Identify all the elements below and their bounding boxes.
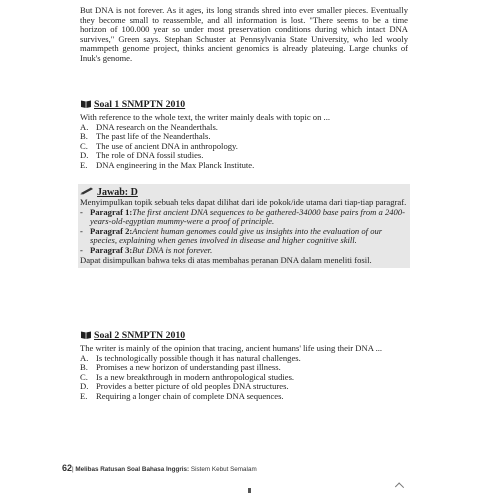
- option-text: The past life of the Neanderthals.: [96, 131, 211, 142]
- paragraph-label: Paragraf 3:: [90, 244, 133, 255]
- book-title: Melibas Ratusan Soal Bahasa Inggris:: [75, 466, 190, 473]
- option-letter: C.: [80, 140, 88, 151]
- option-letter: B.: [80, 362, 88, 373]
- page-number: 62: [62, 463, 73, 473]
- paragraph-text: The first ancient DNA sequences to be gathered-34000 base pairs from a 2400-years-old-egyptian mummy-were a proof of principle.: [90, 206, 405, 227]
- q2-section: [80, 344, 408, 402]
- option-letter: A.: [80, 352, 89, 363]
- paragraph-text: But DNA is not forever.: [132, 244, 213, 255]
- option-letter: D.: [80, 381, 89, 392]
- book-icon: [80, 330, 92, 342]
- q1-heading-text: Soal 1 SNMPTN 2010: [94, 99, 186, 110]
- paragraph-text: Ancient human genomes could give us insights into the evaluation of our species, explaining when genes involved in disease and higher cognitive skill.: [90, 225, 383, 246]
- option-letter: B.: [80, 131, 88, 142]
- scan-mark: [248, 488, 251, 493]
- q1-options: [80, 123, 408, 171]
- option-text: Requiring a longer chain of complete DNA sequences.: [96, 390, 284, 401]
- q2-heading-text: Soal 2 SNMPTN 2010: [94, 330, 186, 341]
- answer-paragraph-1: [80, 208, 408, 227]
- option-letter: D.: [80, 150, 89, 161]
- option-letter: C.: [80, 371, 88, 382]
- book-icon: [80, 99, 92, 111]
- option-letter: A.: [80, 121, 89, 132]
- q1-heading: [80, 99, 408, 111]
- option-text: DNA engineering in the Max Planck Institute.: [96, 159, 255, 170]
- answer-heading-text: Jawab: D: [97, 186, 138, 198]
- q1-question: With reference to the whole text, the writer mainly deals with topic on ...: [80, 112, 330, 122]
- q1-section: [80, 113, 408, 171]
- option-text: The use of ancient DNA in anthropology.: [96, 140, 238, 151]
- corner-mark: [395, 482, 404, 491]
- bullet-dash: -: [80, 225, 83, 236]
- answer-conclusion: Dapat disimpulkan bahwa teks di atas membahas peranan DNA dalam meneliti fosil.: [80, 254, 372, 265]
- q2-option: [80, 392, 408, 402]
- paragraph-label: Paragraf 2:: [90, 225, 133, 236]
- bullet-dash: -: [80, 244, 83, 255]
- bullet-dash: -: [80, 206, 83, 217]
- q2-heading: [80, 330, 408, 342]
- answer-paragraph-2: [80, 227, 408, 246]
- answer-intro: Menyimpulkan topik sebuah teks dapat dilihat dari ide pokok/ide utama dari tiap-tiap paragraf.: [80, 197, 407, 207]
- intro-section: [80, 6, 408, 64]
- option-letter: E.: [80, 159, 88, 170]
- q1-option: [80, 161, 408, 171]
- option-text: DNA research on the Neanderthals.: [96, 121, 218, 132]
- option-letter: E.: [80, 390, 88, 401]
- answer-block: [78, 184, 410, 268]
- option-text: Is a new breakthrough in modern anthropological studies.: [96, 371, 295, 382]
- footer-separator: |: [72, 466, 76, 473]
- option-text: Provides a better picture of old peoples DNA structures.: [96, 381, 289, 392]
- q2-question: The writer is mainly of the opinion that tracing, ancient humans' life using their DNA ...: [80, 343, 383, 353]
- q2-options: [80, 354, 408, 402]
- option-text: Promises a new horizon of understanding past illness.: [96, 362, 281, 373]
- intro-paragraph: But DNA is not forever. As it ages, its long strands shred into ever smaller pieces. Eventually they become small to reassemble, and all information is lost. "There seems to be a time horizon of 100.000 year so under most preservation conditions during which intact DNA survives," Green says. Stephan Schuster at Pennsylvania State University, who led wooly mammpeth genome project, thinks ancient genomics is already plateuing. Large chunks of Inuk's genome.: [80, 5, 408, 63]
- page-footer: [62, 463, 402, 473]
- book-subtitle: Sistem Kebut Semalam: [190, 466, 257, 473]
- option-text: Is technologically possible though it has natural challenges.: [96, 352, 301, 363]
- paragraph-label: Paragraf 1:: [90, 206, 133, 217]
- option-text: The role of DNA fossil studies.: [96, 150, 204, 161]
